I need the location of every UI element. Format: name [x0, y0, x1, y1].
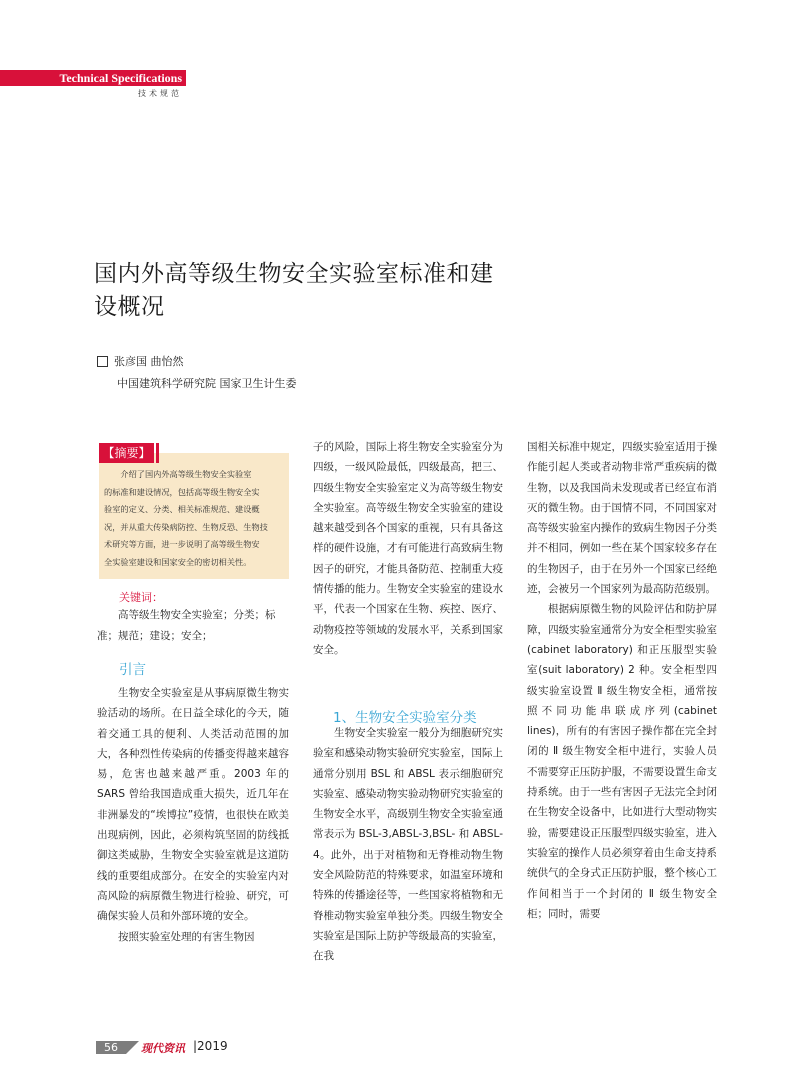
author-box-icon	[97, 356, 108, 367]
section-1-heading: 1、生物安全实验室分类	[333, 710, 477, 726]
author-names: 张彦国 曲怡然	[114, 355, 184, 368]
affiliation: 中国建筑科学研究院 国家卫生计生委	[117, 377, 297, 390]
page-number-tab-icon	[126, 1041, 139, 1054]
title-line-2: 设概况	[94, 294, 165, 320]
intro-heading: 引言	[119, 662, 146, 678]
section-banner-cn: 技术规范	[138, 89, 182, 98]
section-banner: Technical Specifications	[0, 70, 186, 86]
abstract-line: 术研究等方面，进一步说明了高等级生物安	[104, 539, 260, 549]
authors	[97, 353, 184, 369]
column-2-section	[313, 723, 503, 967]
column-1	[97, 683, 289, 947]
abstract-line: 的标准和建设情况，包括高等级生物安全实	[104, 486, 260, 497]
keywords-label: 关键词：	[119, 591, 163, 604]
paragraph: 生物安全实验室一般分为细胞研究实验室和感染动物实验研究实验室，国际上通常分别用 BSL 和 ABSL 表示细胞研究实验室、感染动物实验动物研究实验室的生物安全水平，高级别生物安全实验室通常表示为 BSL-3,ABSL-3,BSL- 和 ABSL-4。此外，出于对植物和无脊椎动物生物安全风险防范的特殊要求，如温室环境和特殊的传播途径等，一些国家将植物和无脊椎动物实验室单独分类。四级生物安全实验室是国际上防护等级最高的实验室，在我	[313, 727, 503, 963]
paragraph: 按照实验室处理的有害生物因	[118, 930, 255, 943]
column-3	[527, 437, 717, 924]
issue-year: |2019	[193, 1039, 228, 1053]
abstract-line: 况，并从重大传染病防控、生物反恐、生物技	[104, 521, 268, 532]
abstract-line: 验室的定义、分类、相关标准规范、建设概	[104, 504, 260, 514]
paragraph: 生物安全实验室是从事病原微生物实验活动的场所。在日益全球化的今天，随着交通工具的便利、人类活动范围的加大，各种烈性传染病的传播变得越来越容易，危害也越来越严重。2003 年的 SARS 曾给我国造成重大损失，近几年在非洲暴发的“埃博拉”疫情，也很快在欧美出现病例，因此，必须构筑坚固的防线抵御这类威胁，生物安全实验室就是这道防线的重要组成部分。在安全的实验室内对高风险的病原微生物进行检验、研究，可确保实验人员和外部环境的安全。	[97, 687, 289, 923]
column-2	[313, 437, 503, 660]
page-number: 56	[96, 1041, 126, 1054]
paragraph: 子的风险，国际上将生物安全实验室分为四级，一级风险最低，四级最高，把三、四级生物安全实验室定义为高等级生物安全实验室。高等级生物安全实验室的建设越来越受到各个国家的重视，只有具备这样的硬件设施，才有可能进行高致病生物因子的研究，才能具备防范、控制重大疫情传播的能力。生物安全实验室的建设水平，代表一个国家在生物、疾控、医疗、动物疫控等领域的发展水平，关系到国家安全。	[313, 441, 503, 656]
paragraph: 根据病原微生物的风险评估和防护屏障，四级实验室通常分为安全柜型实验室 (cabinet laboratory) 和正压服型实验室(suit laboratory) 2 种。安全柜型四级实验室设置 Ⅱ 级生物安全柜，通常按照不同功能串联成序列(cabinet lines)，所有的有害因子操作都在完全封闭的 Ⅱ 级生物安全柜中进行，实验人员不需要穿正压防护服，不需要设置生命支持系统。由于一些有害因子无法完全封闭在生物安全设备中，比如进行大型动物实验，需要建设正压服型四级实验室，进入实验室的操作人员必须穿着由生命支持系统供气的全身式正压防护服，整个核心工作间相当于一个封闭的 Ⅱ 级生物安全柜；同时，需要	[527, 603, 717, 920]
abstract-line: 介绍了国内外高等级生物安全实验室	[120, 469, 252, 479]
title-line-1: 国内外高等级生物安全实验室标准和建	[94, 261, 494, 287]
paragraph: 国相关标准中规定，四级实验室适用于操作能引起人类或者动物非常严重疾病的微生物，以及我国尚未发现或者已经宣布消灭的微生物。由于国情不同，不同国家对高等级实验室内操作的致病生物因子分类并不相同，例如一些在某个国家较多存在的生物因子，由于在另外一个国家已经绝迹，会被另一个国家列为最高防范级别。	[527, 441, 717, 596]
abstract-text	[104, 466, 284, 571]
abstract-tag-bar	[156, 443, 159, 463]
magazine-name: 现代资讯	[141, 1042, 185, 1055]
article-title	[94, 258, 514, 324]
abstract-tag: 【摘要】	[99, 443, 154, 463]
abstract-line: 全实验室建设和国家安全的密切相关性。	[104, 556, 252, 567]
keywords-text: 高等级生物安全实验室；分类；标准；规范；建设；安全；	[97, 609, 276, 642]
